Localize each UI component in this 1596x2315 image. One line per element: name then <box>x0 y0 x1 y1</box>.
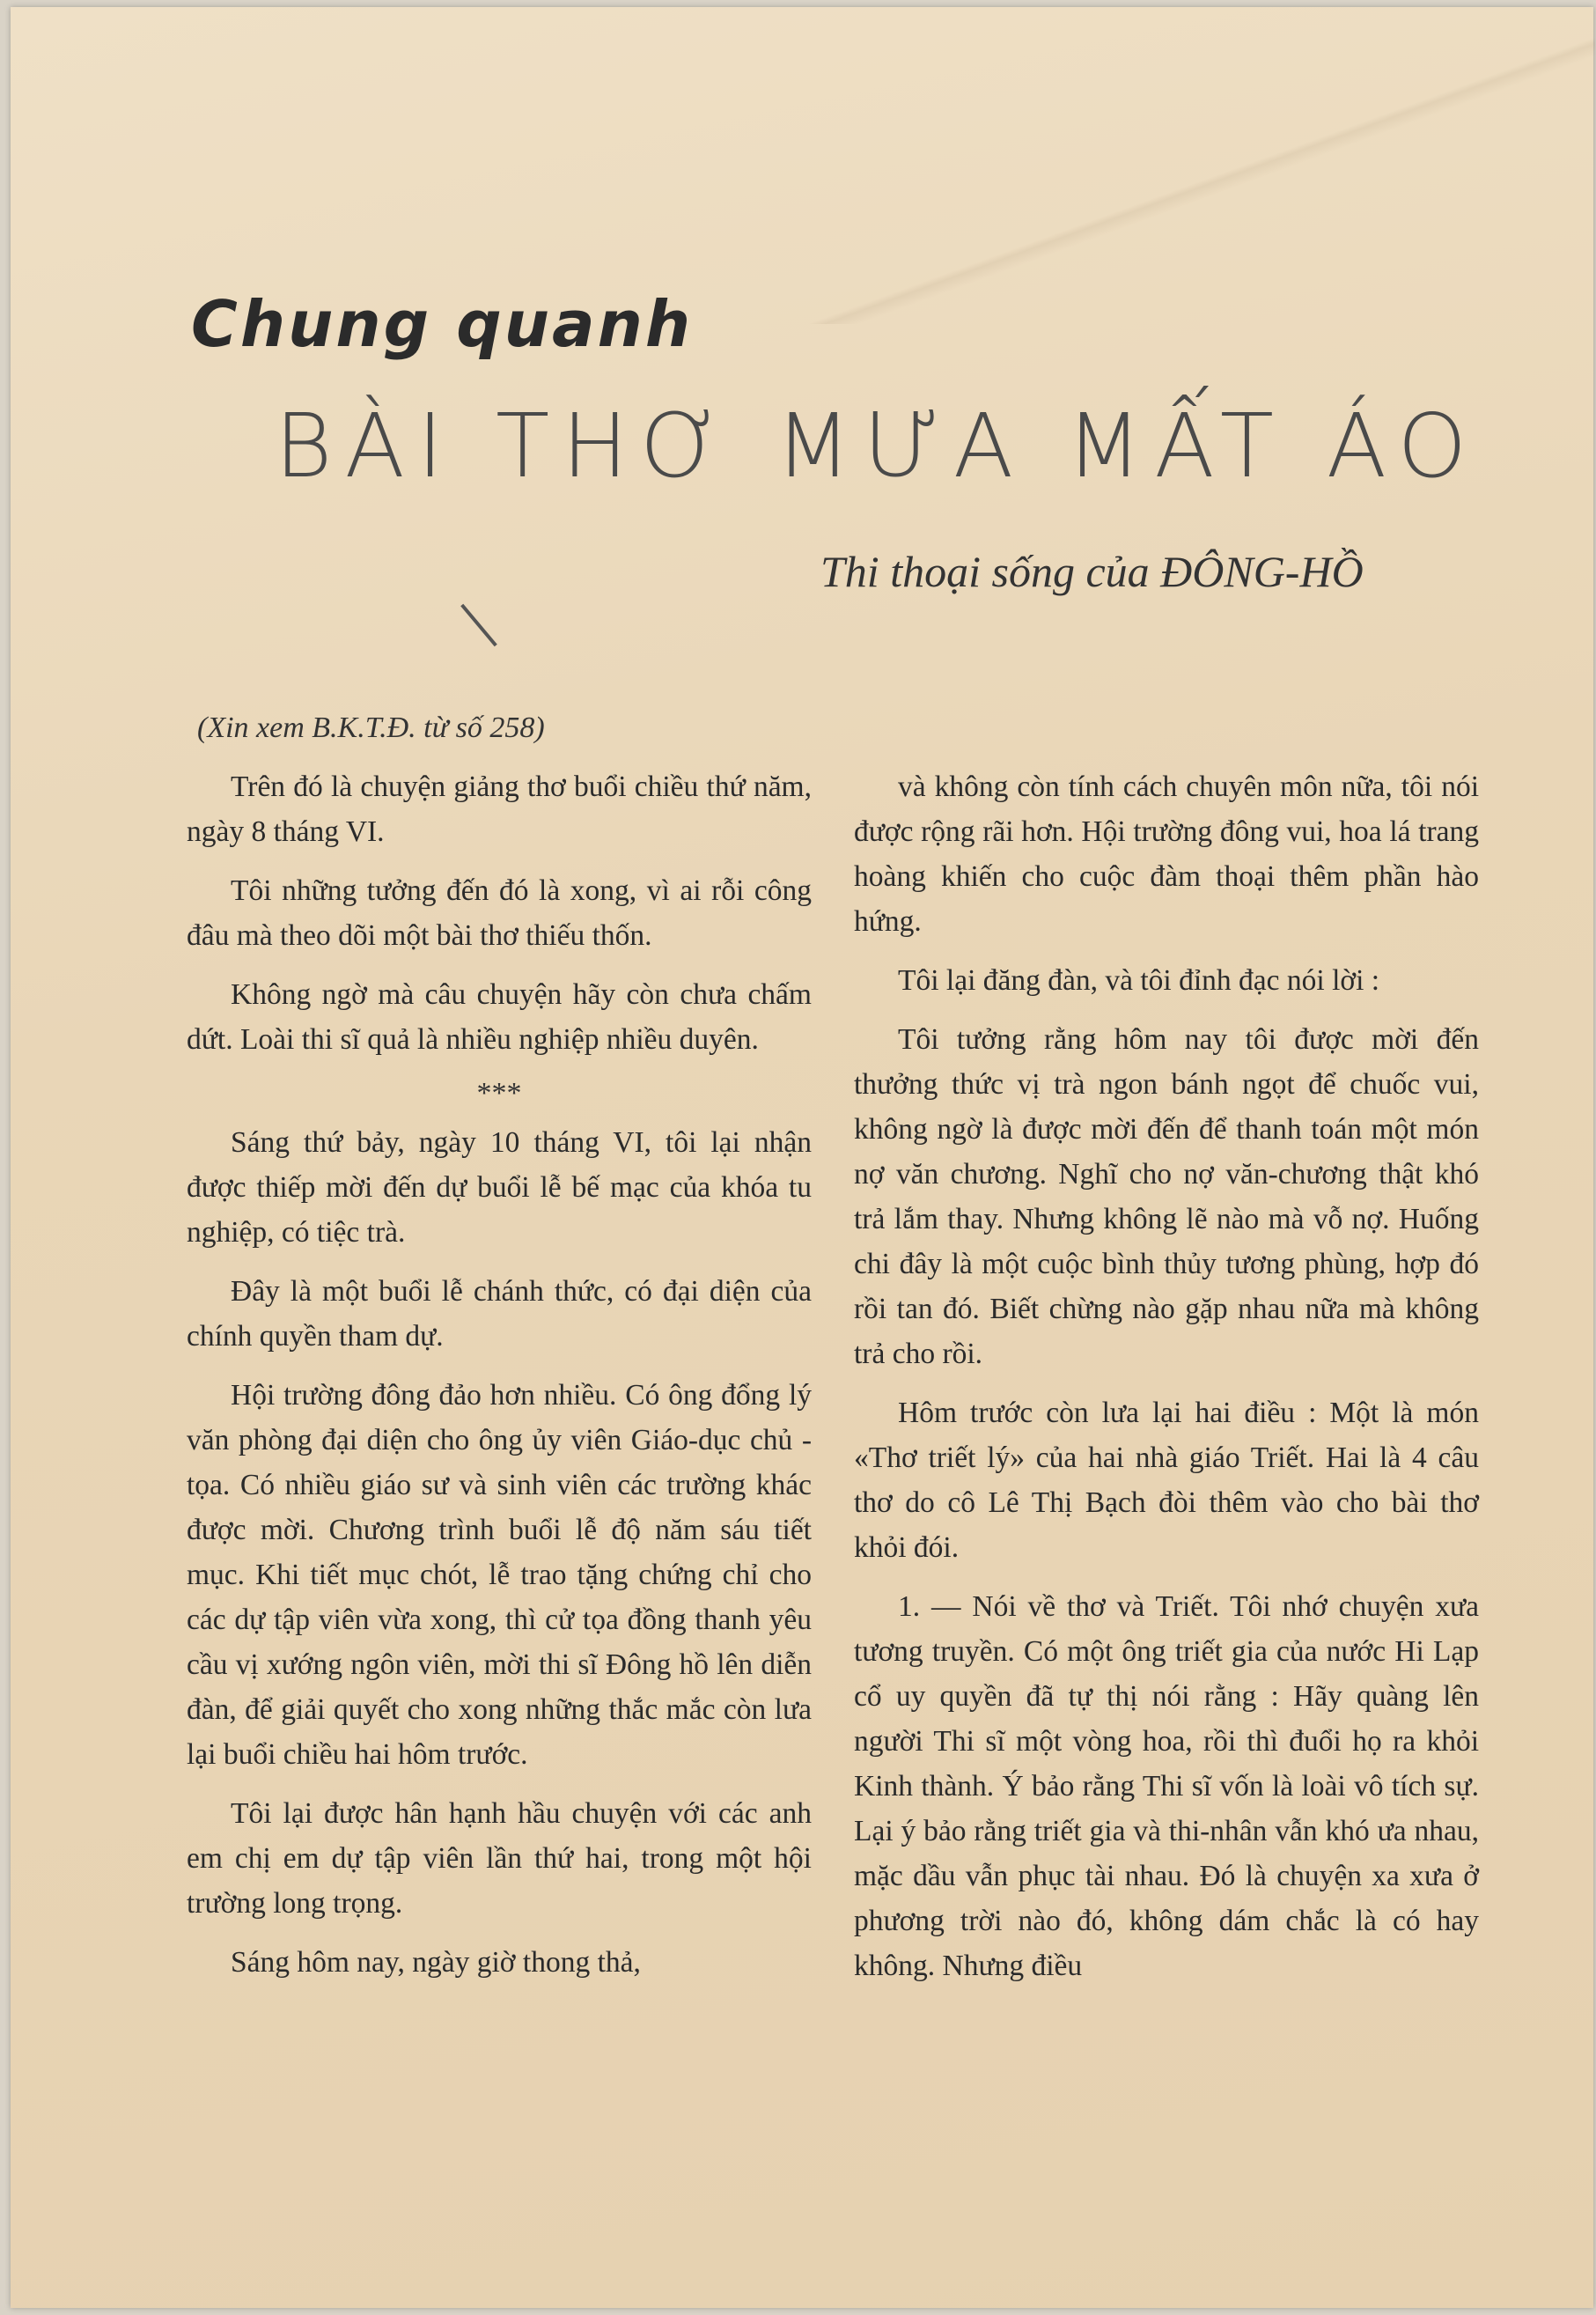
right-column <box>854 764 1479 2002</box>
pen-mark <box>460 604 497 647</box>
paragraph: Tôi những tưởng đến đó là xong, vì ai rỗi công đâu mà theo dõi một bài thơ thiếu thốn. <box>187 874 812 952</box>
paragraph: Tôi lại được hân hạnh hầu chuyện với các anh em chị em dự tập viên lần thứ hai, trong một hội trường long trọng. <box>187 1797 812 1920</box>
paragraph: Không ngờ mà câu chuyện hãy còn chưa chấm dứt. Loài thi sĩ quả là nhiều nghiệp nhiều duyên. <box>187 978 812 1056</box>
left-column <box>187 764 812 1999</box>
paragraph: Sáng hôm nay, ngày giờ thong thả, <box>231 1946 641 1979</box>
paragraph: và không còn tính cách chuyên môn nữa, tôi nói được rộng rãi hơn. Hội trường đông vui, hoa lá trang hoàng khiến cho cuộc đàm thoại thêm phần hào hứng. <box>854 770 1479 938</box>
paragraph: Hội trường đông đảo hơn nhiều. Có ông đổng lý văn phòng đại diện cho ông ủy viên Giáo-dục chủ - tọa. Có nhiều giáo sư và sinh viên các trường khác được mời. Chương trình buổi lễ độ năm sáu tiết mục. Khi tiết mục chót, lễ trao tặng chứng chỉ cho các dự tập viên vừa xong, thì cử tọa đồng thanh yêu cầu vị xướng ngôn viên, mời thi sĩ Đông hồ lên diễn đàn, để giải quyết cho xong những thắc mắc còn lưa lại buổi chiều hai hôm trước. <box>187 1379 812 1771</box>
paragraph: Trên đó là chuyện giảng thơ buổi chiều thứ năm, ngày 8 tháng VI. <box>187 770 812 848</box>
section-separator: *** <box>476 1077 522 1110</box>
article-title: BÀI THƠ MƯA MẤT ÁO <box>275 394 1480 498</box>
magazine-page <box>11 7 1593 2308</box>
series-reference: (Xin xem B.K.T.Đ. từ số 258) <box>197 711 545 744</box>
paragraph: Đây là một buổi lễ chánh thức, có đại diện của chính quyền tham dự. <box>187 1275 812 1353</box>
paragraph: Hôm trước còn lưa lại hai điều : Một là món «Thơ triết lý» của hai nhà giáo Triết. Hai là 4 câu thơ do cô Lê Thị Bạch đòi thêm vào cho bài thơ khỏi đói. <box>854 1397 1479 1564</box>
paragraph: 1. — Nói về thơ và Triết. Tôi nhớ chuyện xưa tương truyền. Có một ông triết gia của nước Hi Lạp cổ uy quyền đã tự thị nói rằng : Hãy quàng lên người Thi sĩ một vòng hoa, rồi thì đuổi họ ra khỏi Kinh thành. Ý bảo rằng Thi sĩ vốn là loài vô tích sự. Lại ý bảo rằng triết gia và thi-nhân vẫn khó ưa nhau, mặc dầu vẫn phục tài nhau. Đó là chuyện xa xưa ở phương trời nào đó, không dám chắc là có hay không. Nhưng điều <box>854 1590 1479 1982</box>
article-byline: Thi thoại sống của ĐÔNG-HỒ <box>820 547 1364 596</box>
paragraph: Tôi tưởng rằng hôm nay tôi được mời đến thưởng thức vị trà ngon bánh ngọt để chuốc vui, không ngờ là được mời đến để thanh toán một món nợ văn chương. Nghĩ cho nợ văn-chương thật khó trả lắm thay. Nhưng không lẽ nào mà vỗ nợ. Huống chi đây là một cuộc bình thủy tương phùng, hợp đó rồi tan đó. Biết chừng nào gặp nhau nữa mà không trả cho rồi. <box>854 1023 1479 1370</box>
paragraph: Sáng thứ bảy, ngày 10 tháng VI, tôi lại nhận được thiếp mời đến dự buổi lễ bế mạc của khóa tu nghiệp, có tiệc trà. <box>187 1126 812 1249</box>
article-kicker: Chung quanh <box>191 287 694 361</box>
page-crease <box>715 7 1595 324</box>
paragraph: Tôi lại đăng đàn, và tôi đỉnh đạc nói lời : <box>898 964 1380 997</box>
